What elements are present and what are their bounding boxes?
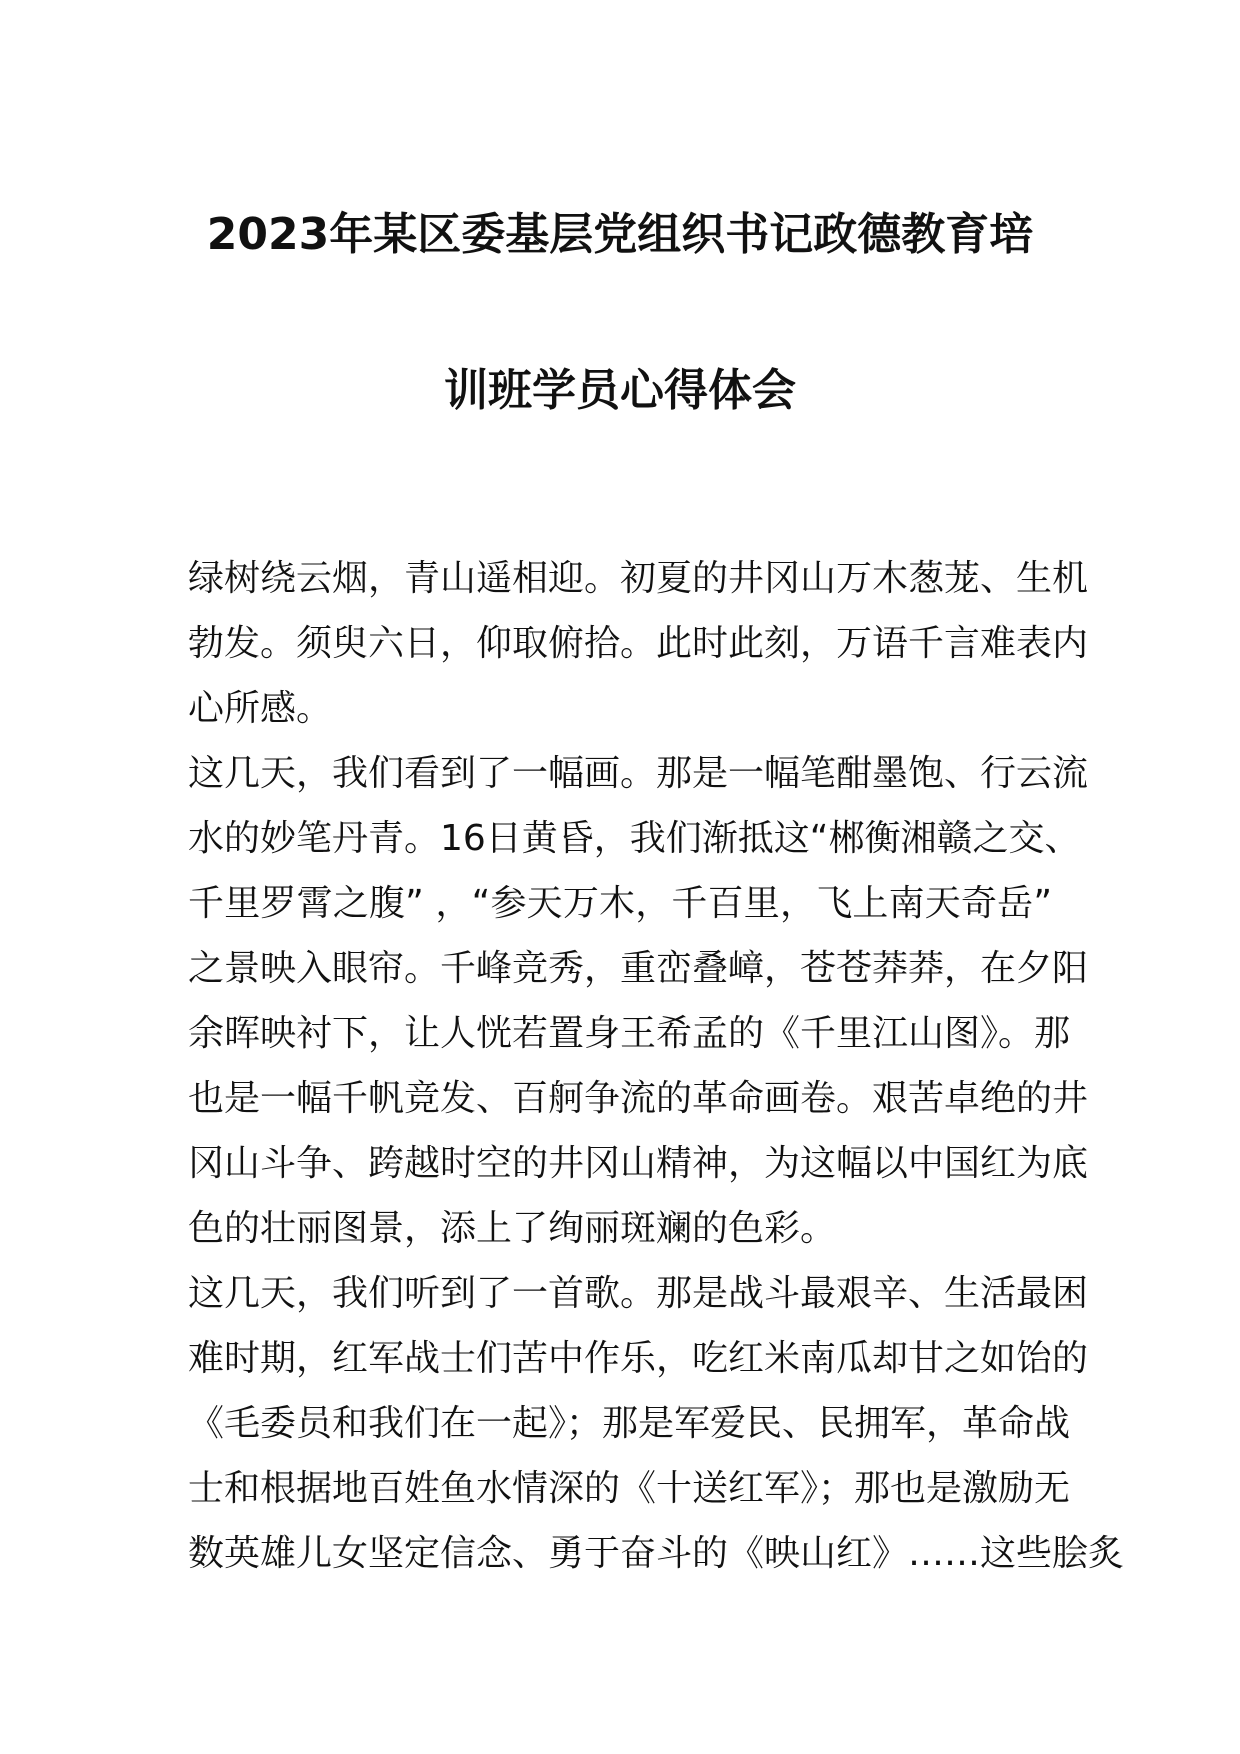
document-title-line-2: 训班学员心得体会 — [444, 365, 796, 416]
body-line: 《毛委员和我们在一起》；那是军爱民、民拥军，革命战 — [188, 1403, 1071, 1444]
body-line: 心所感。 — [188, 688, 333, 729]
body-line: 千里罗霄之腹” ，“参天万木，千百里，飞上南天奇岳” — [188, 883, 1052, 924]
body-line: 水的妙笔丹青。16日黄昏，我们渐抵这“郴衡湘赣之交、 — [188, 818, 1081, 859]
document-body — [188, 546, 1125, 1586]
body-line: 也是一幅千帆竞发、百舸争流的革命画卷。艰苦卓绝的井 — [188, 1078, 1089, 1119]
body-line: 这几天，我们看到了一幅画。那是一幅笔酣墨饱、行云流 — [188, 753, 1089, 794]
document-title-line-1: 2023年某区委基层党组织书记政德教育培 — [206, 209, 1034, 260]
body-line: 余晖映衬下，让人恍若置身王希孟的《千里江山图》。那 — [188, 1013, 1071, 1054]
body-line: 冈山斗争、跨越时空的井冈山精神，为这幅以中国红为底 — [188, 1143, 1089, 1184]
body-line: 难时期，红军战士们苦中作乐，吃红米南瓜却甘之如饴的 — [188, 1338, 1089, 1379]
body-line: 数英雄儿女坚定信念、勇于奋斗的《映山红》……这些脍炙 — [188, 1533, 1125, 1574]
body-line: 绿树绕云烟，青山遥相迎。初夏的井冈山万木葱茏、生机 — [188, 558, 1089, 599]
body-line: 勃发。须臾六日，仰取俯拾。此时此刻，万语千言难表内 — [188, 623, 1089, 664]
body-line: 色的壮丽图景，添上了绚丽斑斓的色彩。 — [188, 1208, 837, 1249]
body-line: 士和根据地百姓鱼水情深的《十送红军》；那也是激励无 — [188, 1468, 1071, 1509]
body-line: 这几天，我们听到了一首歌。那是战斗最艰辛、生活最困 — [188, 1273, 1089, 1314]
body-line: 之景映入眼帘。千峰竞秀，重峦叠嶂，苍苍莽莽，在夕阳 — [188, 948, 1089, 989]
